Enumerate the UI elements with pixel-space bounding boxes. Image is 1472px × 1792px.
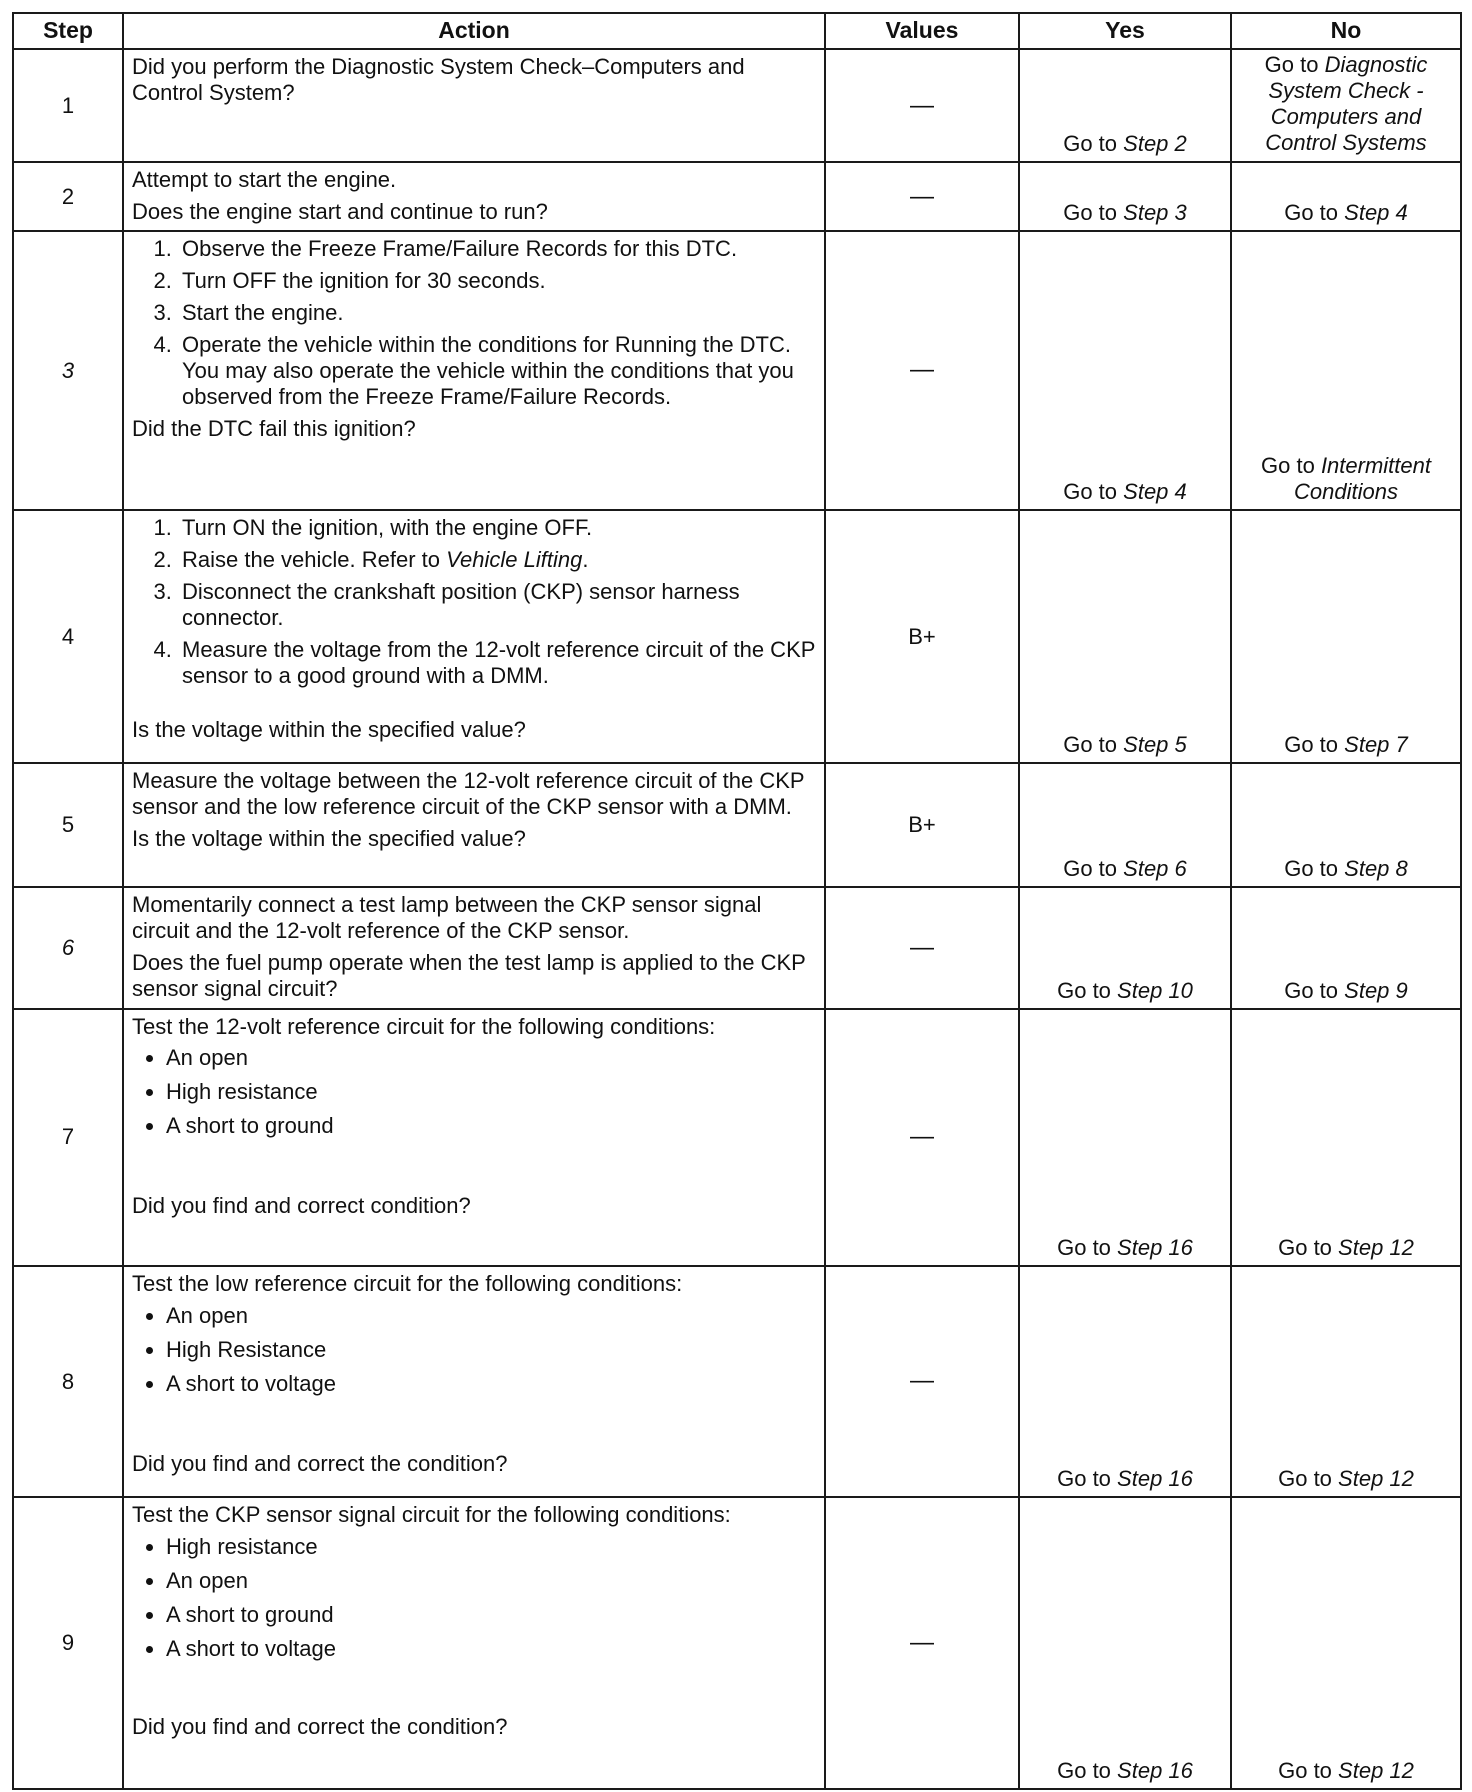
no-cell: [1231, 1497, 1461, 1789]
action-text: Test the 12-volt reference circuit for the following conditions:: [132, 1013, 716, 1039]
step-number: 7: [13, 1009, 123, 1266]
action-text: Measure the voltage between the 12-volt reference circuit of the CKP sensor and the low reference circuit of the CKP sensor with a DMM.: [132, 768, 805, 820]
list-item: • An open: [166, 1568, 816, 1594]
step-number: 6: [13, 887, 123, 1009]
yes-cell: [1019, 231, 1231, 510]
action-text: Test the CKP sensor signal circuit for the following conditions:: [132, 1502, 731, 1528]
header-no: No: [1231, 13, 1461, 49]
yes-cell: [1019, 1497, 1231, 1789]
yes-step-link[interactable]: Step 3: [1123, 200, 1187, 226]
step-number: 5: [13, 763, 123, 887]
action-cell: [123, 763, 825, 887]
header-row: [13, 13, 1461, 49]
action-cell: [123, 887, 825, 1009]
no-cell: [1231, 763, 1461, 887]
header-yes: Yes: [1019, 13, 1231, 49]
value-cell: —: [825, 887, 1019, 1009]
list-item: 4. Operate the vehicle within the conditions for Running the DTC. You may also operate the vehicle within the conditions that you observed from the Freeze Frame/Failure Records.: [178, 332, 816, 410]
no-step-link[interactable]: Step 7: [1344, 732, 1408, 758]
go-to-label: Go to: [1284, 200, 1339, 226]
header-action: Action: [123, 13, 825, 49]
table-row: [13, 887, 1461, 1009]
list-item: 3. Disconnect the crankshaft position (CKP) sensor harness connector.: [178, 579, 816, 631]
action-cell: [123, 49, 825, 162]
action-question: Does the engine start and continue to run?: [132, 199, 548, 225]
action-question: Did you find and correct the condition?: [132, 1450, 508, 1476]
yes-step-link[interactable]: Step 16: [1117, 1466, 1193, 1492]
step-number: 3: [13, 231, 123, 510]
action-steps: [132, 236, 816, 410]
yes-cell: [1019, 887, 1231, 1009]
no-cell: [1231, 162, 1461, 231]
no-step-link[interactable]: Diagnostic System Check - Computers and Control Systems: [1265, 52, 1428, 155]
list-item: 2. Turn OFF the ignition for 30 seconds.: [178, 268, 816, 294]
yes-cell: [1019, 763, 1231, 887]
list-item: 1. Observe the Freeze Frame/Failure Records for this DTC.: [178, 236, 816, 262]
table-row: [13, 231, 1461, 510]
action-question: Does the fuel pump operate when the test lamp is applied to the CKP sensor signal circuit?: [132, 949, 806, 1001]
no-cell: [1231, 49, 1461, 162]
go-to-label: Go to: [1063, 855, 1118, 881]
list-item-text: Raise the vehicle. Refer to: [182, 546, 441, 572]
no-step-link[interactable]: Intermittent Conditions: [1294, 452, 1431, 504]
list-item: • A short to ground: [166, 1113, 816, 1139]
value-cell: —: [825, 49, 1019, 162]
yes-step-link[interactable]: Step 16: [1117, 1758, 1193, 1784]
no-step-link[interactable]: Step 4: [1344, 200, 1408, 226]
go-to-label: Go to: [1063, 732, 1118, 758]
value-cell: B+: [825, 510, 1019, 763]
go-to-label: Go to: [1261, 452, 1315, 478]
table-row: [13, 510, 1461, 763]
list-item: • A short to ground: [166, 1602, 816, 1628]
action-question: Is the voltage within the specified value?: [132, 826, 526, 852]
no-step-link[interactable]: Step 12: [1338, 1758, 1414, 1784]
list-item: 3. Start the engine.: [178, 300, 816, 326]
no-cell: [1231, 231, 1461, 510]
list-item: 4. Measure the voltage from the 12-volt reference circuit of the CKP sensor to a good ground with a DMM.: [178, 637, 816, 689]
go-to-label: Go to: [1284, 855, 1339, 881]
diagnostic-table: [12, 12, 1462, 1790]
vehicle-lifting-link[interactable]: Vehicle Lifting: [446, 546, 583, 572]
condition-list: [132, 1045, 816, 1139]
list-item: 2. Raise the vehicle. Refer to Vehicle Lifting.: [178, 547, 816, 573]
action-text: Test the low reference circuit for the following conditions:: [132, 1270, 683, 1296]
list-item: • High Resistance: [166, 1337, 816, 1363]
yes-cell: [1019, 162, 1231, 231]
table-row: [13, 1497, 1461, 1789]
go-to-label: Go to: [1063, 131, 1118, 157]
action-steps: [132, 515, 816, 689]
yes-step-link[interactable]: Step 6: [1123, 855, 1187, 881]
go-to-label: Go to: [1063, 200, 1118, 226]
action-cell: [123, 231, 825, 510]
go-to-label: Go to: [1057, 1466, 1111, 1492]
yes-step-link[interactable]: Step 5: [1123, 732, 1187, 758]
yes-step-link[interactable]: Step 2: [1123, 131, 1187, 157]
list-item: • High resistance: [166, 1079, 816, 1105]
value-cell: —: [825, 231, 1019, 510]
value-cell: B+: [825, 763, 1019, 887]
list-item: • A short to voltage: [166, 1636, 816, 1662]
value-cell: —: [825, 1497, 1019, 1789]
go-to-label: Go to: [1057, 1234, 1111, 1260]
action-text: Did you perform the Diagnostic System Check–Computers and Control System?: [132, 54, 745, 105]
no-cell: [1231, 887, 1461, 1009]
table-row: [13, 1266, 1461, 1497]
yes-cell: [1019, 1266, 1231, 1497]
list-item: 1. Turn ON the ignition, with the engine OFF.: [178, 515, 816, 541]
no-step-link[interactable]: Step 12: [1338, 1466, 1414, 1492]
go-to-label: Go to: [1063, 478, 1118, 504]
condition-list: [132, 1534, 816, 1662]
action-question: Did you find and correct the condition?: [132, 1713, 508, 1739]
header-values: Values: [825, 13, 1019, 49]
action-cell: [123, 1266, 825, 1497]
go-to-label: Go to: [1284, 977, 1339, 1003]
table-row: [13, 1009, 1461, 1266]
action-question: Is the voltage within the specified value?: [132, 716, 526, 742]
yes-cell: [1019, 510, 1231, 763]
go-to-label: Go to: [1278, 1234, 1332, 1260]
step-number: 4: [13, 510, 123, 763]
list-item: • An open: [166, 1303, 816, 1329]
go-to-label: Go to: [1278, 1758, 1332, 1784]
no-cell: [1231, 1266, 1461, 1497]
go-to-label: Go to: [1278, 1466, 1332, 1492]
step-number: 8: [13, 1266, 123, 1497]
go-to-label: Go to: [1264, 52, 1319, 77]
go-to-label: Go to: [1057, 977, 1111, 1003]
go-to-label: Go to: [1284, 732, 1339, 758]
diagnostic-table-sheet: [12, 12, 1460, 1790]
value-cell: —: [825, 1009, 1019, 1266]
action-cell: [123, 1009, 825, 1266]
list-item: • A short to voltage: [166, 1371, 816, 1397]
yes-cell: [1019, 1009, 1231, 1266]
value-cell: —: [825, 1266, 1019, 1497]
go-to-label: Go to: [1057, 1758, 1111, 1784]
action-text: Momentarily connect a test lamp between the CKP sensor signal circuit and the 12-volt reference of the CKP sensor.: [132, 891, 762, 943]
step-number: 9: [13, 1497, 123, 1789]
table-row: [13, 763, 1461, 887]
action-cell: [123, 510, 825, 763]
action-question: Did the DTC fail this ignition?: [132, 415, 416, 441]
list-item: • An open: [166, 1045, 816, 1071]
table-row: [13, 49, 1461, 162]
no-cell: [1231, 510, 1461, 763]
list-item: • High resistance: [166, 1534, 816, 1560]
no-step-link[interactable]: Step 8: [1344, 855, 1408, 881]
action-text: Attempt to start the engine.: [132, 167, 397, 193]
yes-step-link[interactable]: Step 10: [1117, 977, 1193, 1003]
condition-list: [132, 1303, 816, 1397]
step-number: 1: [13, 49, 123, 162]
no-step-link[interactable]: Step 12: [1338, 1234, 1414, 1260]
no-step-link[interactable]: Step 9: [1344, 977, 1408, 1003]
action-cell: [123, 1497, 825, 1789]
table-row: [13, 162, 1461, 231]
action-cell: [123, 162, 825, 231]
value-cell: —: [825, 162, 1019, 231]
action-question: Did you find and correct condition?: [132, 1193, 471, 1219]
step-number: 2: [13, 162, 123, 231]
yes-step-link[interactable]: Step 4: [1123, 478, 1187, 504]
no-cell: [1231, 1009, 1461, 1266]
header-step: Step: [13, 13, 123, 49]
yes-cell: [1019, 49, 1231, 162]
yes-step-link[interactable]: Step 16: [1117, 1234, 1193, 1260]
